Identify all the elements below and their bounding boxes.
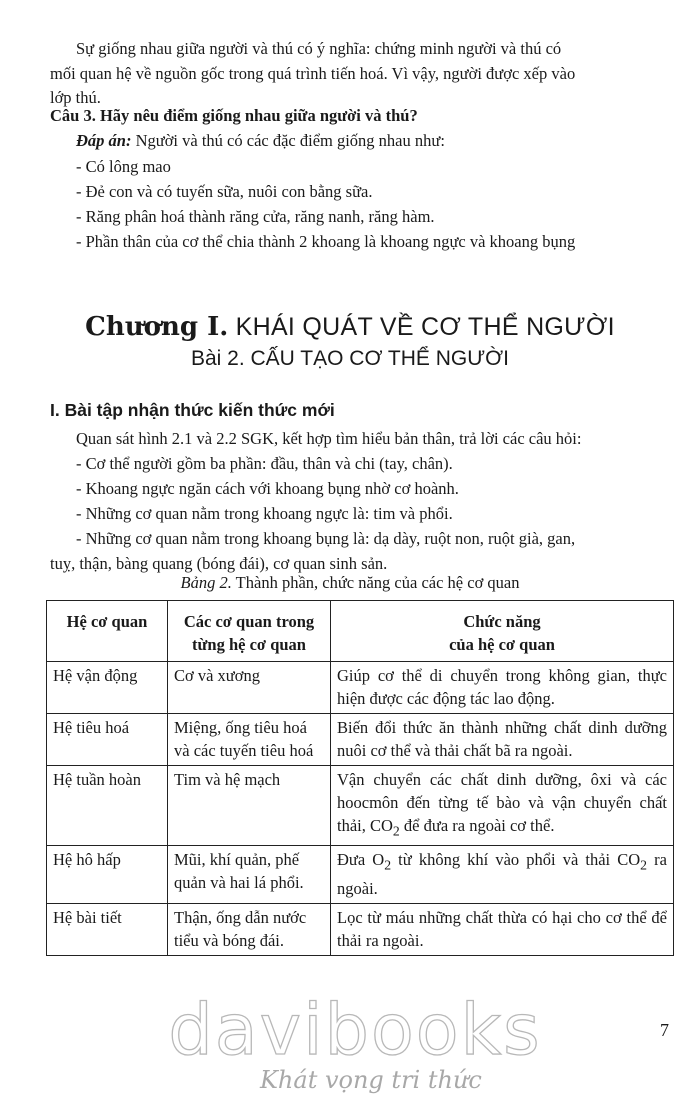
intro-line: Sự giống nhau giữa người và thú có ý nghĩa: chứng minh người và thú có (76, 39, 562, 58)
cell-function: Lọc từ máu những chất thừa có hại cho cơ thể để thải ra ngoài. (331, 903, 674, 955)
cell-system: Hệ tiêu hoá (47, 714, 168, 766)
cell-function: Đưa $O_2$ từ không khí vào phổi và thải $CO_2$ ra ngoài. (331, 846, 674, 903)
cell-system: Hệ hô hấp (47, 846, 168, 903)
section-bullet: - Cơ thể người gồm ba phần: đầu, thân và chi (tay, chân). (76, 454, 453, 473)
section-intro: Quan sát hình 2.1 và 2.2 SGK, kết hợp tìm hiểu bản thân, trả lời các câu hỏi: (76, 429, 582, 448)
cell-function: Vận chuyển các chất dinh dưỡng, ôxi và các hoocmôn đến từng tế bào và vận chuyển chất thải, $CO_2$ để đưa ra ngoài cơ thể. (331, 766, 674, 846)
cell-organs: Mũi, khí quản, phế quản và hai lá phổi. (168, 846, 331, 903)
table-row (47, 714, 674, 766)
table-row (47, 846, 674, 903)
answer-line (76, 129, 700, 154)
cell-system: Hệ vận động (47, 662, 168, 714)
cell-function: Biến đổi thức ăn thành những chất dinh dưỡng nuôi cơ thể và thải chất bã ra ngoài. (331, 714, 674, 766)
answer-bullet: - Răng phân hoá thành răng cửa, răng nanh, răng hàm. (76, 207, 435, 226)
header-function: Chức năng của hệ cơ quan (331, 601, 674, 662)
table-row (47, 766, 674, 846)
caption-label: Bảng 2. (180, 573, 232, 592)
intro-paragraph (50, 37, 670, 111)
answer-label: Đáp án: (76, 131, 132, 150)
cell-organs: Cơ và xương (168, 662, 331, 714)
table-header-row (47, 601, 674, 662)
cell-organs: Tim và hệ mạch (168, 766, 331, 846)
publisher-tagline: Khát vọng tri thức (260, 1066, 482, 1094)
organ-systems-table (46, 600, 674, 956)
answer-text: Người và thú có các đặc điểm giống nhau như: (131, 131, 445, 150)
section-heading: I. Bài tập nhận thức kiến thức mới (50, 400, 335, 420)
section-bullet: - Khoang ngực ngăn cách với khoang bụng nhờ cơ hoành. (76, 479, 459, 498)
chapter-name: KHÁI QUÁT VỀ CƠ THỂ NGƯỜI (228, 313, 615, 341)
question-3: Câu 3. Hãy nêu điểm giống nhau giữa người và thú? (50, 106, 418, 125)
page-number: 7 (660, 1020, 669, 1040)
answer-bullet: - Đẻ con và có tuyến sữa, nuôi con bằng sữa. (76, 182, 373, 201)
intro-line: mối quan hệ về nguồn gốc trong quá trình tiến hoá. Vì vậy, người được xếp vào (50, 63, 576, 83)
table-row (47, 903, 674, 955)
section-bullet-cont: tuỵ, thận, bàng quang (bóng đái), cơ quan sinh sản. (50, 554, 388, 573)
cell-function: Giúp cơ thể di chuyển trong không gian, thực hiện được các động tác lao động. (331, 662, 674, 714)
section-bullet: - Những cơ quan nằm trong khoang bụng là: dạ dày, ruột non, ruột già, gan, (76, 529, 576, 548)
table-row (47, 662, 674, 714)
chapter-label: Chương I. (85, 312, 229, 342)
header-system: Hệ cơ quan (47, 601, 168, 662)
answer-bullet: - Phần thân của cơ thể chia thành 2 khoang là khoang ngực và khoang bụng (76, 232, 576, 251)
chapter-title (0, 308, 700, 345)
publisher-watermark: davibooks (168, 989, 542, 1071)
cell-organs: Miệng, ống tiêu hoá và các tuyến tiêu hoá (168, 714, 331, 766)
cell-system: Hệ bài tiết (47, 903, 168, 955)
lesson-title: Bài 2. CẤU TẠO CƠ THỂ NGƯỜI (190, 347, 510, 370)
table-caption (0, 571, 700, 596)
caption-text: Thành phần, chức năng của các hệ cơ quan (231, 573, 520, 592)
intro-line: lớp thú. (50, 88, 101, 107)
answer-bullet: - Có lông mao (76, 157, 171, 176)
section-bullet: - Những cơ quan nằm trong khoang ngực là: tim và phổi. (76, 504, 453, 523)
header-organs: Các cơ quan trong từng hệ cơ quan (168, 601, 331, 662)
cell-organs: Thận, ống dẫn nước tiểu và bóng đái. (168, 903, 331, 955)
cell-system: Hệ tuần hoàn (47, 766, 168, 846)
